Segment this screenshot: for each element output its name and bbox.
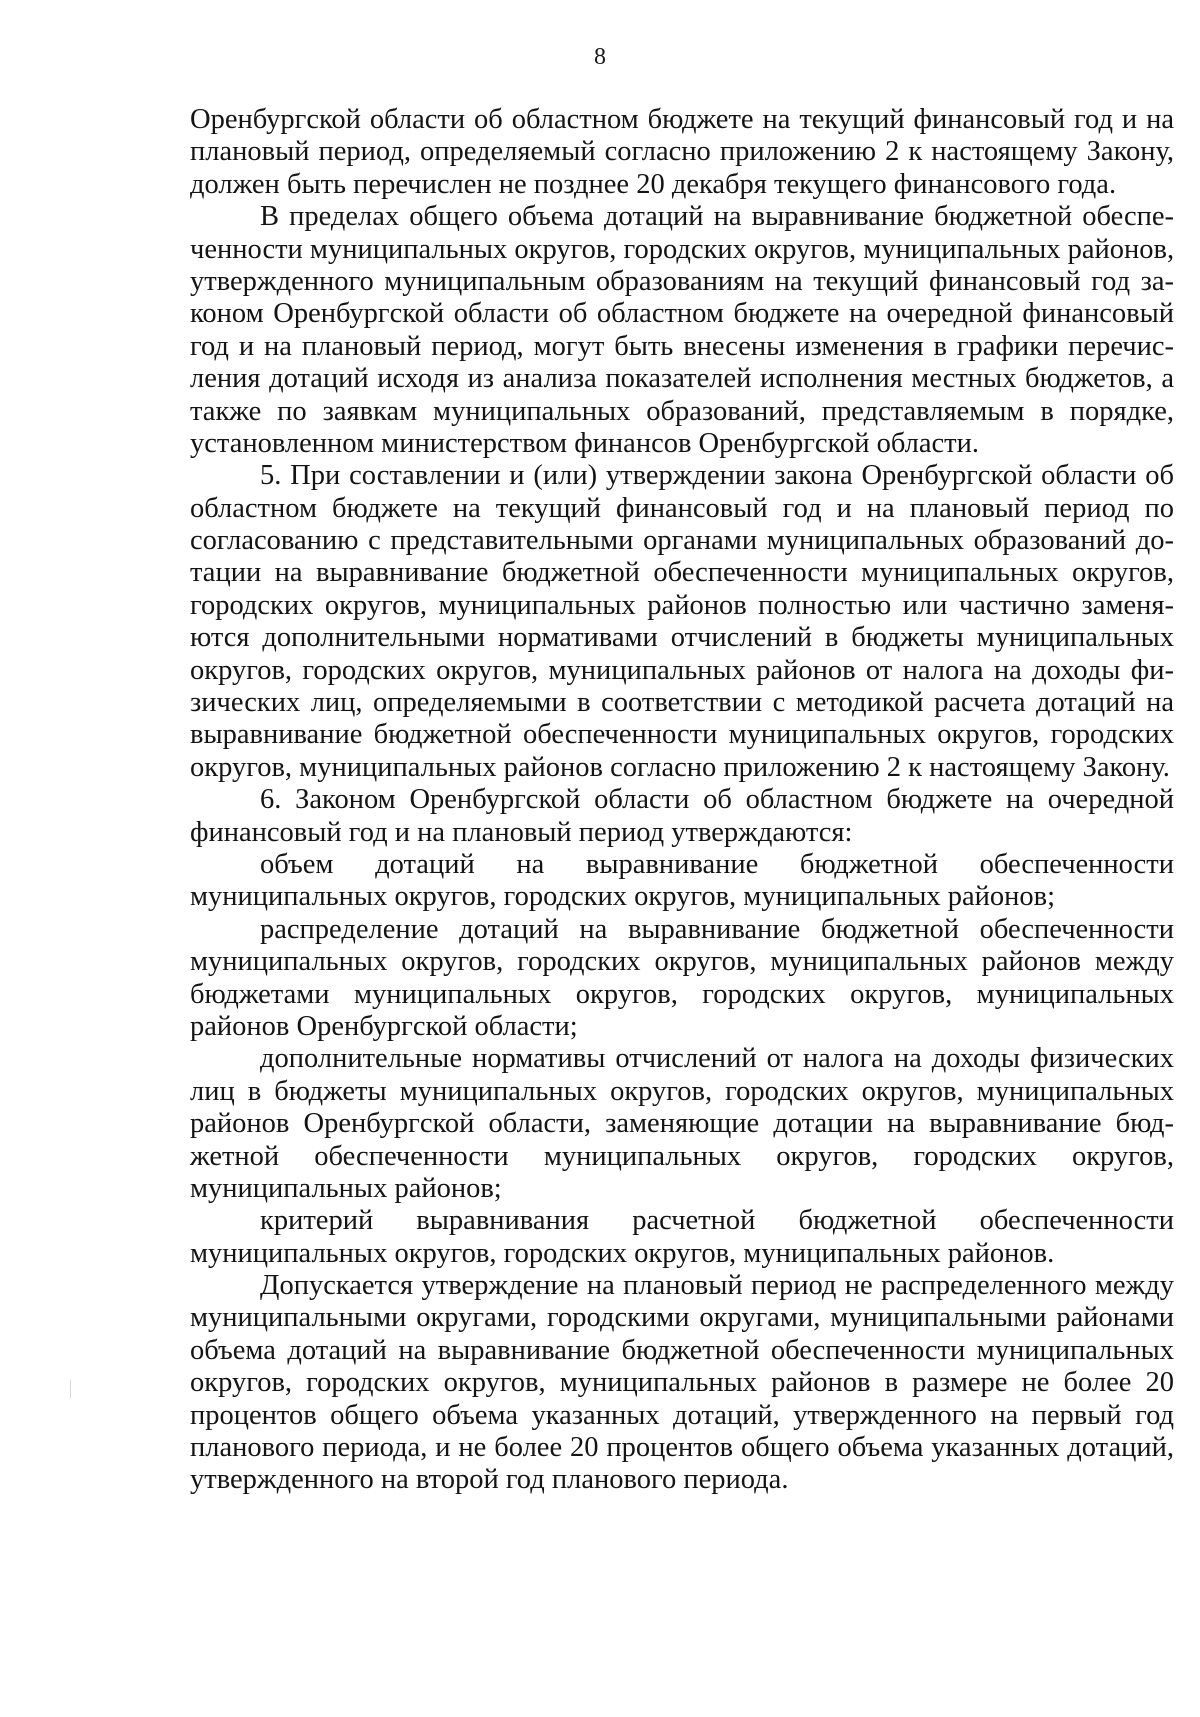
text-line: выравнивание бюджетной обеспеченности муниципальных округов, городских: [190, 719, 1174, 751]
text-line: планового периода, и не более 20 процентов общего объема указанных дотаций,: [190, 1432, 1174, 1464]
text-line: округов, муниципальных районов согласно приложению 2 к настоящему Закону.: [190, 751, 1170, 783]
text-line: год и на плановый период, могут быть внесены изменения в графики перечис-: [190, 330, 1174, 362]
document-body: [190, 104, 1174, 1497]
text-line: дополнительные нормативы отчислений от налога на доходы физических: [260, 1043, 1174, 1075]
text-line: утвержденного муниципальным образованиям на текущий финансовый год за-: [190, 265, 1174, 297]
text-line: округов, городских округов, муниципальных районов от налога на доходы фи-: [190, 654, 1174, 686]
text-line: зических лиц, определяемыми в соответствии с методикой расчета дотаций на: [190, 687, 1174, 719]
text-line: объем дотаций на выравнивание бюджетной обеспеченности: [260, 848, 1174, 880]
text-line: ются дополнительными нормативами отчислений в бюджеты муниципальных: [190, 622, 1174, 654]
text-line: также по заявкам муниципальных образований, представляемым в порядке,: [190, 395, 1174, 427]
paragraph: [190, 1270, 1174, 1497]
text-line: объема дотаций на выравнивание бюджетной обеспеченности муниципальных: [190, 1334, 1174, 1366]
text-line: процентов общего объема указанных дотаций, утвержденного на первый год: [190, 1399, 1174, 1431]
paragraph: [190, 1205, 1174, 1270]
text-line: муниципальных округов, городских округов, муниципальных районов между: [190, 946, 1174, 978]
text-line: должен быть перечислен не позднее 20 декабря текущего финансового года.: [190, 168, 1117, 200]
paragraph: [190, 460, 1174, 784]
text-line: установленном министерством финансов Оренбургской области.: [190, 427, 979, 459]
text-line: согласованию с представительными органами муниципальных образований до-: [190, 525, 1174, 557]
text-line: Допускается утверждение на плановый период не распределенного между: [260, 1270, 1174, 1302]
text-line: муниципальными округами, городскими округами, муниципальными районами: [190, 1302, 1174, 1334]
text-line: финансовый год и на плановый период утверждаются:: [190, 816, 853, 848]
text-line: коном Оренбургской области об областном бюджете на очередной финансовый: [190, 298, 1174, 330]
text-line: ченности муниципальных округов, городских округов, муниципальных районов,: [190, 233, 1175, 265]
text-line: лиц в бюджеты муниципальных округов, городских округов, муниципальных: [190, 1075, 1174, 1107]
paragraph: [190, 914, 1174, 1044]
paragraph: [190, 784, 1174, 849]
text-line: муниципальных районов;: [190, 1172, 502, 1204]
text-line: В пределах общего объема дотаций на выравнивание бюджетной обеспе-: [260, 201, 1174, 233]
scan-margin-mark: [70, 1380, 71, 1398]
text-line: бюджетами муниципальных округов, городских округов, муниципальных: [190, 978, 1174, 1010]
text-line: муниципальных округов, городских округов, муниципальных районов.: [190, 1237, 1055, 1269]
paragraph: [190, 104, 1174, 201]
text-line: муниципальных округов, городских округов, муниципальных районов;: [190, 881, 1056, 913]
text-line: районов Оренбургской области;: [190, 1010, 578, 1042]
text-line: Оренбургской области об областном бюджете на текущий финансовый год и на: [190, 104, 1174, 135]
text-line: жетной обеспеченности муниципальных округов, городских округов,: [190, 1140, 1174, 1172]
text-line: плановый период, определяемый согласно приложению 2 к настоящему Закону,: [190, 136, 1174, 168]
text-line: областном бюджете на текущий финансовый год и на плановый период по: [190, 492, 1174, 524]
text-line: округов, городских округов, муниципальных районов в размере не более 20: [190, 1367, 1174, 1399]
paragraph: [190, 201, 1174, 460]
text-line: утвержденного на второй год планового периода.: [190, 1464, 789, 1496]
text-line: ления дотаций исходя из анализа показателей исполнения местных бюджетов, а: [190, 363, 1174, 395]
page-number: 8: [594, 44, 606, 70]
paragraph: [190, 1043, 1174, 1205]
text-line: тации на выравнивание бюджетной обеспеченности муниципальных округов,: [190, 557, 1174, 589]
text-line: распределение дотаций на выравнивание бюджетной обеспеченности: [260, 913, 1174, 945]
text-line: 5. При составлении и (или) утверждении закона Оренбургской области об: [260, 460, 1174, 492]
text-line: 6. Законом Оренбургской области об областном бюджете на очередной: [260, 784, 1174, 816]
paragraph: [190, 849, 1174, 914]
text-line: районов Оренбургской области, заменяющие дотации на выравнивание бюд-: [190, 1108, 1174, 1140]
text-line: городских округов, муниципальных районов полностью или частично заменя-: [190, 589, 1174, 621]
text-line: критерий выравнивания расчетной бюджетной обеспеченности: [260, 1205, 1174, 1237]
